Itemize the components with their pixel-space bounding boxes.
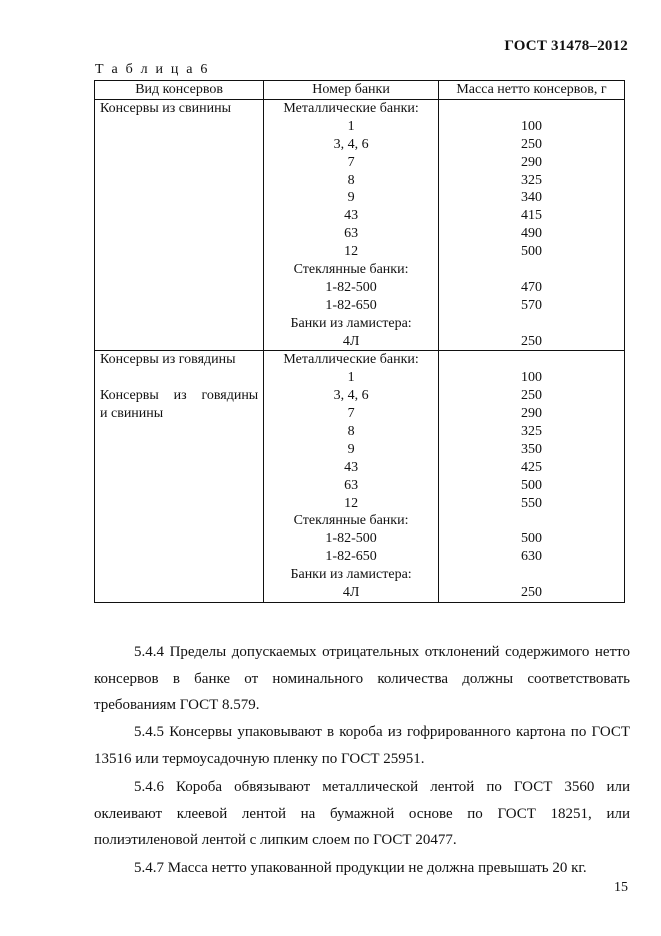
net-mass	[439, 261, 624, 279]
can-number: 8	[347, 424, 355, 440]
can-number: 9	[347, 441, 355, 457]
table-caption: Т а б л и ц а 6	[95, 62, 210, 77]
net-mass: 425	[520, 459, 542, 475]
net-mass	[439, 566, 624, 584]
net-mass: 250	[520, 136, 542, 152]
net-mass	[439, 100, 624, 118]
net-mass: 490	[520, 226, 542, 242]
net-mass: 470	[520, 279, 542, 295]
net-mass: 250	[520, 585, 542, 601]
can-number: 12	[344, 495, 359, 511]
column-header-net-mass: Масса нетто консервов, г	[438, 81, 624, 100]
can-number: 1-82-650	[325, 297, 377, 313]
page-number: 15	[614, 880, 628, 895]
net-mass: 290	[520, 406, 542, 422]
paragraph-5-4-7: 5.4.7 Масса нетто упакованной продукции не должна превышать 20 кг.	[134, 860, 587, 876]
can-number: Металлические банки:	[283, 101, 419, 116]
net-mass: 340	[520, 190, 542, 206]
spacer	[100, 369, 258, 387]
kind-cell	[95, 351, 264, 602]
can-number: Банки из ламистера:	[290, 567, 412, 583]
can-number: 63	[344, 226, 359, 242]
can-number: 63	[344, 477, 359, 493]
can-number: 9	[347, 190, 355, 206]
net-mass: 500	[520, 531, 542, 547]
can-number: Стеклянные банки:	[293, 513, 409, 529]
can-number: 1	[347, 370, 355, 386]
packaging-mass-table	[94, 80, 625, 603]
can-number: 7	[347, 154, 355, 170]
net-mass: 500	[520, 477, 542, 493]
net-mass: 250	[520, 333, 542, 349]
table-group-pork	[95, 100, 625, 351]
net-mass-cell	[438, 100, 624, 351]
net-mass: 570	[520, 297, 542, 313]
can-number: 8	[347, 172, 355, 188]
can-number: 43	[344, 459, 359, 475]
can-number: Стеклянные банки:	[293, 262, 409, 278]
kind-label: и свинины	[100, 406, 164, 422]
net-mass	[439, 351, 624, 369]
net-mass	[439, 315, 624, 333]
table-group-beef	[95, 351, 625, 602]
can-number: Металлические банки:	[283, 352, 419, 368]
can-number: 3, 4, 6	[333, 388, 369, 404]
paragraph-5-4-6: 5.4.6 Короба обвязывают металлической лентой по ГОСТ 3560 или оклеивают клеевой лентой на бумажной основе по ГОСТ 18251, или полиэтиленовой лентой с липким слоем по ГОСТ 20477.	[94, 779, 630, 848]
table-header-row	[95, 81, 625, 100]
can-number: 4Л	[342, 585, 360, 601]
kind-label: Консервы из говядины	[100, 352, 236, 368]
paragraph-5-4-4: 5.4.4 Пределы допускаемых отрицательных отклонений содержимого нетто консервов в банке от номинального количества должны соответствовать требованиям ГОСТ 8.579.	[94, 644, 630, 713]
net-mass: 325	[520, 424, 542, 440]
net-mass: 500	[520, 244, 542, 260]
can-number: 1-82-650	[325, 549, 377, 565]
can-number: 7	[347, 406, 355, 422]
net-mass-cell	[438, 351, 624, 602]
can-number: 1-82-500	[325, 279, 377, 295]
net-mass: 630	[520, 549, 542, 565]
kind-label: Консервы из говядины	[100, 388, 259, 404]
net-mass: 550	[520, 495, 542, 511]
can-number-cell	[264, 100, 439, 351]
column-header-can-number: Номер банки	[264, 81, 439, 100]
can-number: 12	[344, 244, 359, 260]
net-mass: 100	[520, 118, 542, 134]
net-mass: 325	[520, 172, 542, 188]
kind-label: Консервы из свинины	[100, 101, 231, 116]
column-header-kind: Вид консервов	[95, 81, 264, 100]
can-number: 1	[347, 118, 355, 134]
can-number: 3, 4, 6	[333, 136, 369, 152]
can-number-cell	[264, 351, 439, 602]
net-mass: 250	[520, 388, 542, 404]
net-mass: 290	[520, 154, 542, 170]
net-mass	[439, 512, 624, 530]
net-mass: 415	[520, 208, 542, 224]
net-mass: 100	[520, 370, 542, 386]
can-number: 4Л	[342, 333, 360, 349]
can-number: Банки из ламистера:	[290, 315, 412, 331]
can-number: 1-82-500	[325, 531, 377, 547]
paragraph-5-4-5: 5.4.5 Консервы упаковывают в короба из гофрированного картона по ГОСТ 13516 или термоусадочную пленку по ГОСТ 25951.	[94, 724, 630, 767]
can-number: 43	[344, 208, 359, 224]
standard-header: ГОСТ 31478–2012	[504, 38, 628, 54]
net-mass: 350	[520, 441, 542, 457]
kind-cell	[95, 100, 264, 351]
